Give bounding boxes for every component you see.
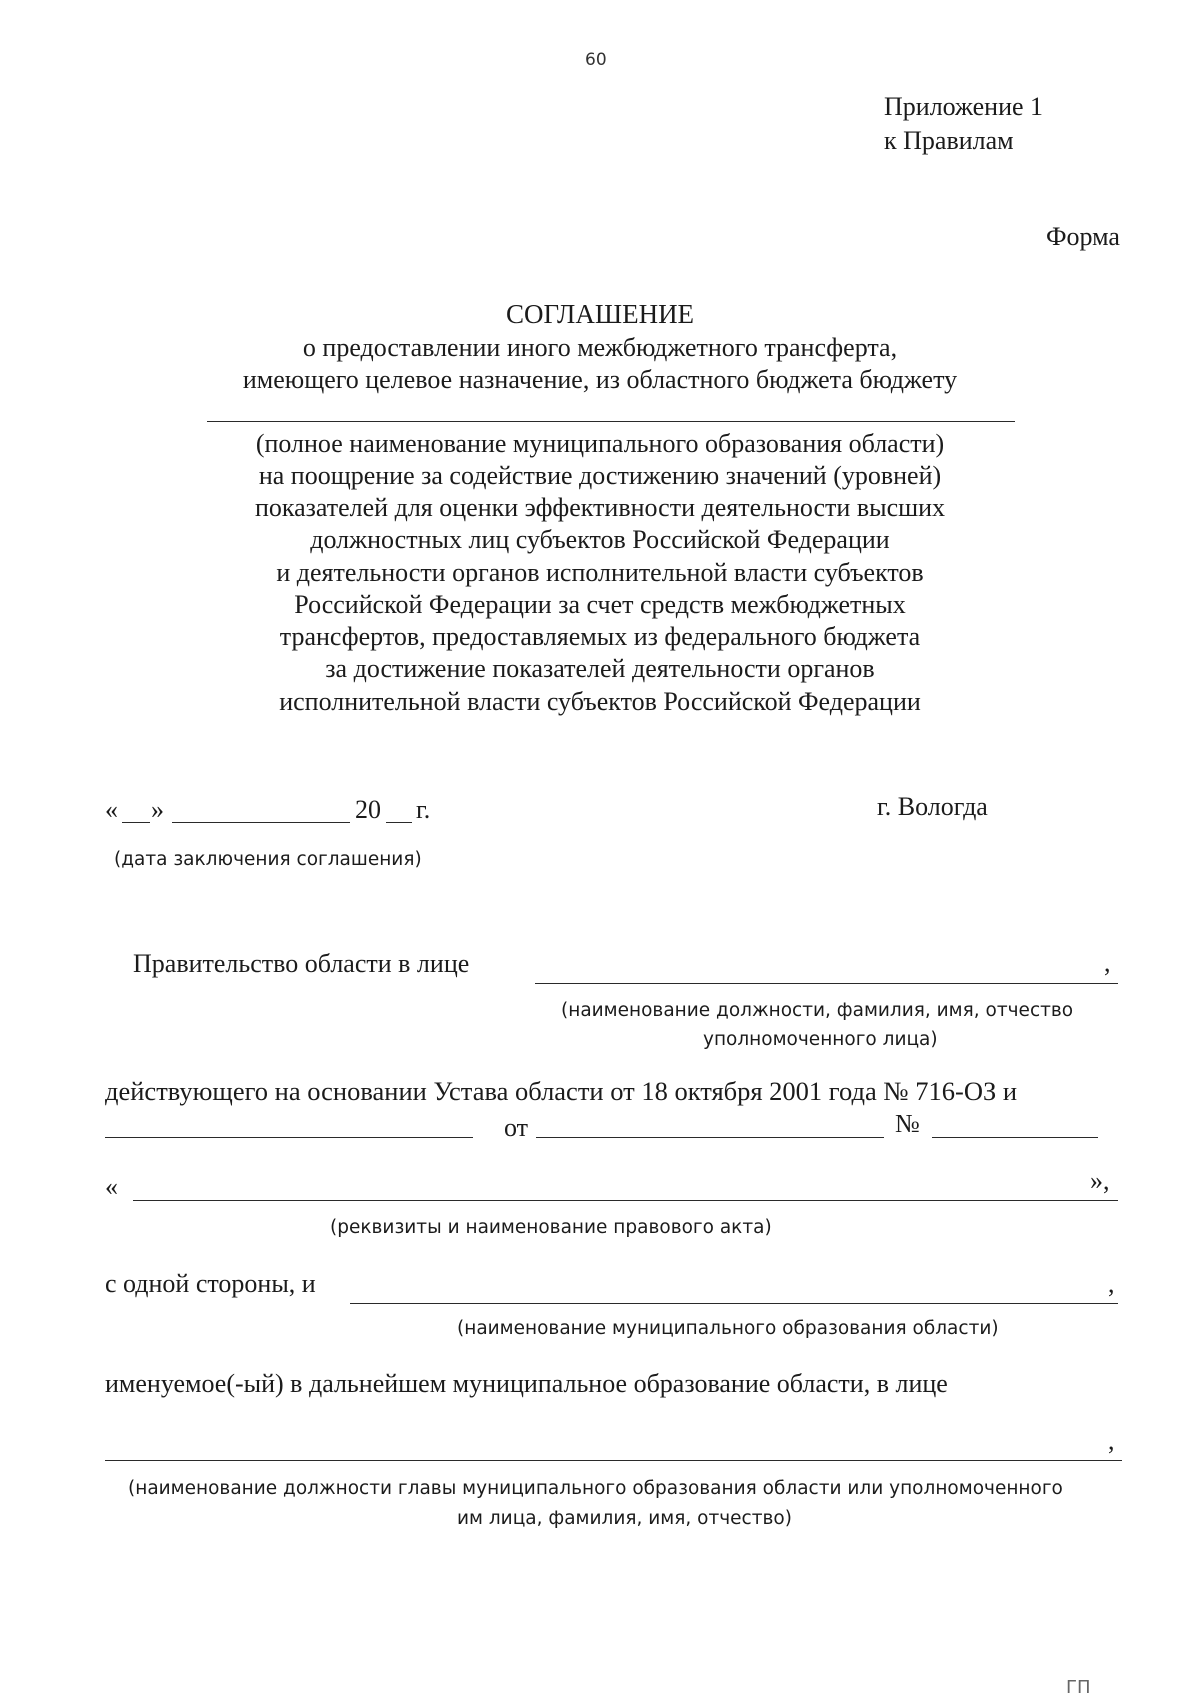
date-year-prefix: 20 [355, 795, 381, 824]
authorized-person-caption-1: (наименование должности, фамилия, имя, отчество [561, 1000, 1074, 1021]
basis-number-label: № [895, 1109, 920, 1138]
head-person-field [105, 1460, 1122, 1461]
named-comma: , [1108, 1426, 1115, 1455]
municipality-caption: (наименование муниципального образования области) [457, 1318, 999, 1339]
purpose-line: трансфертов, предоставляемых из федерального бюджета [279, 622, 921, 651]
municipality-name-caption: (полное наименование муниципального образования области) [255, 429, 945, 458]
page-number: 60 [585, 50, 607, 70]
municipality-field [350, 1303, 1118, 1304]
basis-date-field [536, 1137, 884, 1138]
purpose-line: исполнительной власти субъектов Российской Федерации [279, 687, 921, 716]
purpose-line: должностных лиц субъектов Российской Федерации [310, 525, 890, 554]
title-line-2: имеющего целевое назначение, из областного бюджета бюджету [242, 365, 958, 394]
title-line-1: о предоставлении иного межбюджетного трансферта, [302, 333, 898, 362]
document-title: СОГЛАШЕНИЕ [505, 299, 695, 329]
head-person-caption-2: им лица, фамилия, имя, отчество) [457, 1508, 792, 1529]
purpose-line: на поощрение за содействие достижению значений (уровней) [258, 461, 942, 490]
government-label: Правительство области в лице [133, 949, 470, 978]
basis-text: действующего на основании Устава области от 18 октября 2001 года № 716-ОЗ и [105, 1076, 1018, 1106]
legal-act-quote-open: « [105, 1172, 118, 1201]
form-label: Форма [1046, 222, 1120, 251]
date-year-field [386, 822, 412, 823]
date-quote-open: « [105, 795, 118, 824]
legal-act-field [133, 1200, 1118, 1201]
head-person-caption-1: (наименование должности главы муниципального образования области или уполномоченного [128, 1478, 1063, 1499]
date-day-field [122, 822, 150, 823]
government-comma: , [1104, 948, 1111, 977]
basis-act-field [105, 1137, 473, 1138]
date-caption: (дата заключения соглашения) [114, 849, 422, 870]
appendix-line-1: Приложение 1 [884, 92, 1044, 121]
authorized-person-field [535, 983, 1118, 984]
corner-mark: ГП [1066, 1677, 1091, 1698]
basis-from-label: от [504, 1113, 529, 1142]
legal-act-quote-close: », [1090, 1166, 1110, 1195]
purpose-line: и деятельности органов исполнительной власти субъектов [276, 558, 924, 587]
appendix-line-2: к Правилам [884, 126, 1014, 155]
purpose-line: Российской Федерации за счет средств межбюджетных [294, 590, 906, 619]
authorized-person-caption-2: уполномоченного лица) [703, 1029, 938, 1050]
date-month-field [172, 822, 350, 823]
named-text: именуемое(-ый) в дальнейшем муниципальное образование области, в лице [105, 1369, 948, 1398]
date-year-suffix: г. [416, 795, 431, 824]
basis-number-field [932, 1137, 1098, 1138]
one-side-label: с одной стороны, и [105, 1269, 316, 1298]
one-side-comma: , [1108, 1269, 1115, 1298]
legal-act-caption: (реквизиты и наименование правового акта) [330, 1217, 772, 1238]
municipality-name-field [207, 421, 1015, 422]
purpose-line: за достижение показателей деятельности органов [325, 654, 875, 683]
city-label: г. Вологда [877, 792, 988, 821]
date-quote-close: » [151, 795, 164, 824]
purpose-line: показателей для оценки эффективности деятельности высших [254, 493, 946, 522]
